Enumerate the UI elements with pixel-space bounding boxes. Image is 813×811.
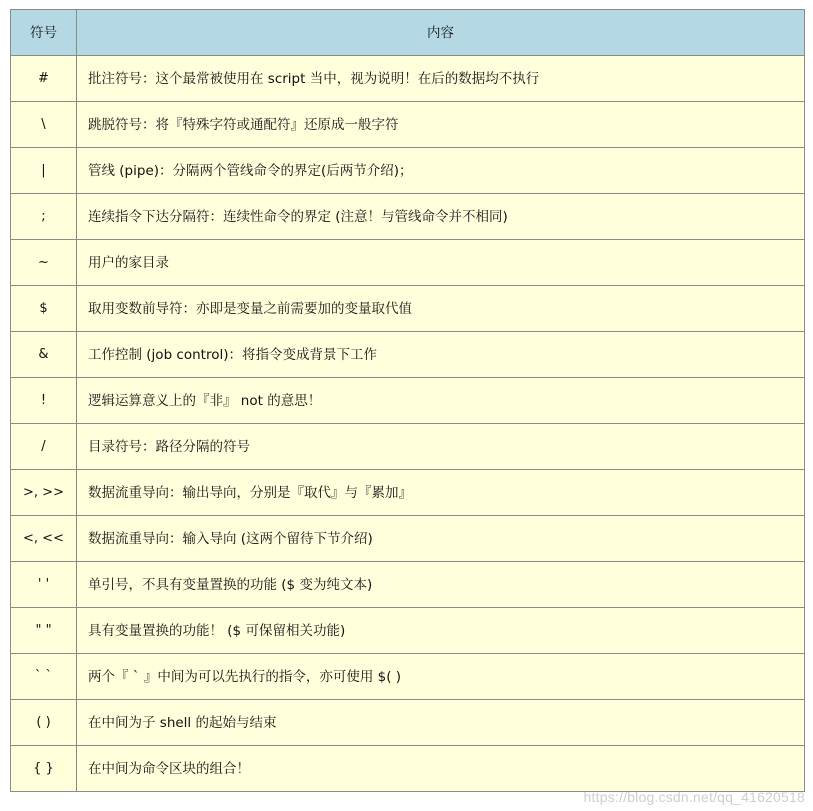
content-cell: 目录符号：路径分隔的符号 <box>77 424 805 470</box>
content-cell: 在中间为子 shell 的起始与结束 <box>77 700 805 746</box>
symbol-cell: \ <box>11 102 77 148</box>
table-row <box>11 562 805 608</box>
table-row <box>11 654 805 700</box>
table-row <box>11 608 805 654</box>
content-cell: 批注符号：这个最常被使用在 script 当中，视为说明！在后的数据均不执行 <box>77 56 805 102</box>
content-cell: 连续指令下达分隔符：连续性命令的界定 (注意！与管线命令并不相同) <box>77 194 805 240</box>
table-row <box>11 148 805 194</box>
content-cell: 两个『 ` 』中间为可以先执行的指令，亦可使用 $( ) <box>77 654 805 700</box>
table-row <box>11 194 805 240</box>
symbol-cell: | <box>11 148 77 194</box>
symbol-cell: ( ) <box>11 700 77 746</box>
content-cell: 取用变数前导符：亦即是变量之前需要加的变量取代值 <box>77 286 805 332</box>
symbol-cell: & <box>11 332 77 378</box>
content-cell: 单引号，不具有变量置换的功能 ($ 变为纯文本) <box>77 562 805 608</box>
symbol-cell: ; <box>11 194 77 240</box>
table-row <box>11 286 805 332</box>
symbol-cell: ~ <box>11 240 77 286</box>
symbol-cell: { } <box>11 746 77 792</box>
table-row <box>11 240 805 286</box>
header-symbol: 符号 <box>11 10 77 56</box>
table-row <box>11 56 805 102</box>
table-row <box>11 746 805 792</box>
symbol-cell: / <box>11 424 77 470</box>
content-cell: 数据流重导向：输入导向 (这两个留待下节介绍) <box>77 516 805 562</box>
symbol-cell: # <box>11 56 77 102</box>
symbol-cell: " " <box>11 608 77 654</box>
table-row <box>11 516 805 562</box>
content-cell: 逻辑运算意义上的『非』 not 的意思！ <box>77 378 805 424</box>
table-row <box>11 700 805 746</box>
shell-symbol-table <box>10 9 805 792</box>
content-cell: 具有变量置换的功能！ ($ 可保留相关功能) <box>77 608 805 654</box>
symbol-cell: ' ' <box>11 562 77 608</box>
table-row <box>11 424 805 470</box>
watermark-text: https://blog.csdn.net/qq_41620518 <box>583 789 805 805</box>
symbol-cell: ` ` <box>11 654 77 700</box>
symbol-cell: <, << <box>11 516 77 562</box>
table-header-row <box>11 10 805 56</box>
symbol-table-container <box>10 9 804 792</box>
symbol-cell: >, >> <box>11 470 77 516</box>
content-cell: 在中间为命令区块的组合！ <box>77 746 805 792</box>
table-row <box>11 332 805 378</box>
table-row <box>11 470 805 516</box>
content-cell: 用户的家目录 <box>77 240 805 286</box>
content-cell: 数据流重导向：输出导向，分别是『取代』与『累加』 <box>77 470 805 516</box>
content-cell: 工作控制 (job control)：将指令变成背景下工作 <box>77 332 805 378</box>
content-cell: 管线 (pipe)：分隔两个管线命令的界定(后两节介绍)； <box>77 148 805 194</box>
content-cell: 跳脱符号：将『特殊字符或通配符』还原成一般字符 <box>77 102 805 148</box>
symbol-cell: ! <box>11 378 77 424</box>
table-row <box>11 102 805 148</box>
table-row <box>11 378 805 424</box>
symbol-cell: $ <box>11 286 77 332</box>
header-content: 内容 <box>77 10 805 56</box>
